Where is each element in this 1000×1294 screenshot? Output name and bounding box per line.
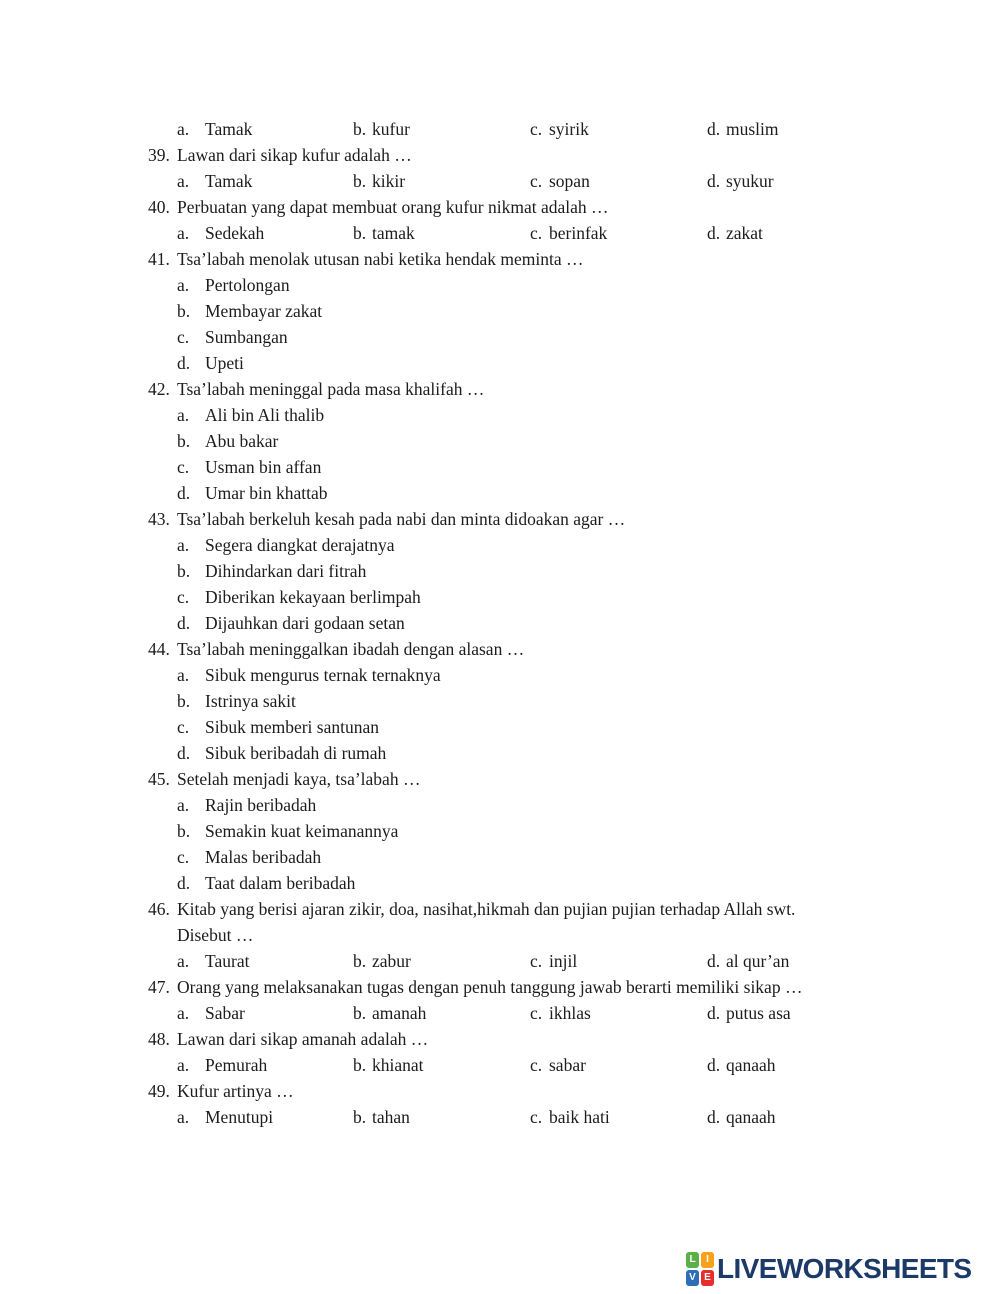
question-number: 41. — [148, 249, 170, 269]
option-text: Pemurah — [205, 1055, 268, 1075]
option-text: Semakin kuat keimanannya — [205, 821, 399, 841]
option-letter: a. — [177, 1055, 190, 1075]
option-letter: b. — [353, 223, 367, 243]
question-number: 42. — [148, 379, 170, 399]
question-line — [148, 246, 893, 272]
liveworksheets-brand-text: LIVEWORKSHEETS — [717, 1253, 972, 1284]
logo-tile-v-icon: V — [686, 1270, 699, 1286]
question-number — [148, 922, 177, 948]
option-line-a — [148, 792, 893, 818]
option-text: Dihindarkan dari fitrah — [205, 561, 367, 581]
option-letter: d. — [177, 353, 191, 373]
option-line-c — [148, 714, 893, 740]
option-line-d — [148, 480, 893, 506]
option-c — [530, 116, 707, 142]
option-letter: c. — [177, 327, 190, 347]
option-line-b — [148, 428, 893, 454]
option-d — [707, 168, 893, 194]
option-text: Malas beribadah — [205, 847, 322, 867]
option-letter: b. — [177, 301, 191, 321]
option-text: Tamak — [205, 171, 253, 191]
option-line-d — [148, 610, 893, 636]
option-d — [707, 948, 893, 974]
question-line — [148, 142, 893, 168]
option-letter: a. — [177, 951, 190, 971]
option-text: Membayar zakat — [205, 301, 323, 321]
option-b — [353, 1000, 530, 1026]
option-text: al qur’an — [726, 951, 790, 971]
question-line — [148, 1078, 893, 1104]
option-text: Menutupi — [205, 1107, 274, 1127]
question-number: 47. — [148, 977, 170, 997]
option-text: kufur — [372, 119, 410, 139]
option-line-a — [148, 402, 893, 428]
option-letter: c. — [177, 587, 190, 607]
option-c — [530, 948, 707, 974]
option-line-a — [148, 532, 893, 558]
option-d — [707, 1104, 893, 1130]
option-text: syukur — [726, 171, 774, 191]
option-text: putus asa — [726, 1003, 791, 1023]
option-text: ikhlas — [549, 1003, 591, 1023]
option-line-b — [148, 298, 893, 324]
question-text: Disebut … — [177, 925, 254, 945]
option-c — [530, 168, 707, 194]
option-a — [177, 948, 353, 974]
option-letter: a. — [177, 795, 190, 815]
options-row — [148, 1052, 893, 1078]
option-text: tahan — [372, 1107, 410, 1127]
option-letter: c. — [177, 457, 190, 477]
option-line-d — [148, 870, 893, 896]
option-letter: a. — [177, 1107, 190, 1127]
option-letter: b. — [353, 1003, 367, 1023]
option-text: khianat — [372, 1055, 424, 1075]
option-letter: a. — [177, 405, 190, 425]
option-text: Dijauhkan dari godaan setan — [205, 613, 405, 633]
option-text: kikir — [372, 171, 406, 191]
option-text: berinfak — [549, 223, 608, 243]
option-letter: b. — [353, 1055, 367, 1075]
option-text: Rajin beribadah — [205, 795, 317, 815]
questions — [148, 116, 893, 1130]
option-text: amanah — [372, 1003, 427, 1023]
option-b — [353, 168, 530, 194]
option-line-c — [148, 584, 893, 610]
option-a — [177, 1000, 353, 1026]
option-letter: a. — [177, 665, 190, 685]
option-text: qanaah — [726, 1107, 776, 1127]
option-text: Taat dalam beribadah — [205, 873, 356, 893]
question-line-continued — [148, 922, 893, 948]
option-text: Diberikan kekayaan berlimpah — [205, 587, 421, 607]
options-row — [148, 1104, 893, 1130]
option-text: zakat — [726, 223, 763, 243]
option-letter: c. — [530, 1003, 543, 1023]
option-letter: d. — [707, 223, 721, 243]
option-text: Umar bin khattab — [205, 483, 328, 503]
option-text: Abu bakar — [205, 431, 279, 451]
option-letter: d. — [707, 1003, 721, 1023]
option-c — [530, 1000, 707, 1026]
question-text: Perbuatan yang dapat membuat orang kufur nikmat adalah … — [177, 197, 609, 217]
question-line — [148, 506, 893, 532]
question-text: Lawan dari sikap kufur adalah … — [177, 145, 412, 165]
option-letter: c. — [530, 1107, 543, 1127]
option-a — [177, 116, 353, 142]
option-text: sopan — [549, 171, 590, 191]
option-line-b — [148, 688, 893, 714]
option-text: Ali bin Ali thalib — [205, 405, 325, 425]
option-text: Pertolongan — [205, 275, 290, 295]
option-c — [530, 220, 707, 246]
option-text: Sibuk memberi santunan — [205, 717, 380, 737]
option-letter: b. — [353, 119, 367, 139]
option-a — [177, 220, 353, 246]
options-row — [148, 1000, 893, 1026]
question-line — [148, 1026, 893, 1052]
option-letter: d. — [707, 1055, 721, 1075]
question-text: Tsa’labah meninggal pada masa khalifah … — [177, 379, 485, 399]
option-text: Tamak — [205, 119, 253, 139]
option-letter: c. — [530, 119, 543, 139]
option-letter: b. — [177, 431, 191, 451]
option-text: Sibuk beribadah di rumah — [205, 743, 387, 763]
logo-tile-i-icon: I — [701, 1252, 714, 1268]
question-line — [148, 194, 893, 220]
question-number: 45. — [148, 769, 170, 789]
option-letter: a. — [177, 119, 190, 139]
option-b — [353, 116, 530, 142]
option-b — [353, 948, 530, 974]
logo-tile-e-icon: E — [701, 1270, 714, 1286]
option-letter: c. — [177, 717, 190, 737]
option-text: Usman bin affan — [205, 457, 322, 477]
question-text: Setelah menjadi kaya, tsa’labah … — [177, 769, 421, 789]
option-d — [707, 116, 893, 142]
option-text: Sibuk mengurus ternak ternaknya — [205, 665, 441, 685]
question-number: 44. — [148, 639, 170, 659]
option-letter: a. — [177, 275, 190, 295]
question-number: 40. — [148, 197, 170, 217]
question-text: Tsa’labah menolak utusan nabi ketika hendak meminta … — [177, 249, 584, 269]
option-line-d — [148, 740, 893, 766]
option-letter: d. — [707, 1107, 721, 1127]
question-text: Tsa’labah berkeluh kesah pada nabi dan minta didoakan agar … — [177, 509, 626, 529]
option-letter: d. — [177, 613, 191, 633]
option-c — [530, 1104, 707, 1130]
option-letter: d. — [177, 743, 191, 763]
option-b — [353, 1052, 530, 1078]
option-line-c — [148, 454, 893, 480]
option-line-b — [148, 818, 893, 844]
logo-tile-l-icon: L — [686, 1252, 699, 1268]
option-text: injil — [549, 951, 578, 971]
option-text: Istrinya sakit — [205, 691, 296, 711]
options-row — [148, 220, 893, 246]
options-row — [148, 948, 893, 974]
option-text: tamak — [372, 223, 415, 243]
option-line-a — [148, 662, 893, 688]
option-letter: d. — [707, 171, 721, 191]
option-d — [707, 1000, 893, 1026]
option-letter: c. — [530, 1055, 543, 1075]
option-text: Sedekah — [205, 223, 265, 243]
question-text: Kufur artinya … — [177, 1081, 294, 1101]
option-letter: d. — [177, 873, 191, 893]
option-letter: a. — [177, 171, 190, 191]
option-letter: d. — [707, 119, 721, 139]
option-a — [177, 168, 353, 194]
liveworksheets-logo-icon — [686, 1252, 714, 1286]
question-number: 46. — [148, 899, 170, 919]
option-line-b — [148, 558, 893, 584]
options-row — [148, 168, 893, 194]
option-text: baik hati — [549, 1107, 610, 1127]
option-line-c — [148, 844, 893, 870]
option-text: qanaah — [726, 1055, 776, 1075]
option-text: Sabar — [205, 1003, 245, 1023]
option-text: Upeti — [205, 353, 244, 373]
option-letter: b. — [353, 951, 367, 971]
option-letter: c. — [177, 847, 190, 867]
option-letter: b. — [177, 561, 191, 581]
option-letter: b. — [177, 691, 191, 711]
question-text: Lawan dari sikap amanah adalah … — [177, 1029, 429, 1049]
option-letter: d. — [177, 483, 191, 503]
option-letter: b. — [353, 1107, 367, 1127]
option-letter: a. — [177, 535, 190, 555]
option-letter: c. — [530, 223, 543, 243]
question-line — [148, 974, 893, 1000]
option-a — [177, 1104, 353, 1130]
option-b — [353, 220, 530, 246]
option-text: zabur — [372, 951, 411, 971]
option-text: Sumbangan — [205, 327, 288, 347]
option-text: syirik — [549, 119, 589, 139]
liveworksheets-logo[interactable] — [686, 1252, 972, 1286]
question-text: Orang yang melaksanakan tugas dengan penuh tanggung jawab berarti memiliki sikap … — [177, 977, 803, 997]
option-d — [707, 220, 893, 246]
question-line — [148, 636, 893, 662]
option-letter: c. — [530, 951, 543, 971]
option-letter: b. — [353, 171, 367, 191]
option-letter: a. — [177, 1003, 190, 1023]
option-text: sabar — [549, 1055, 586, 1075]
question-number: 48. — [148, 1029, 170, 1049]
option-line-a — [148, 272, 893, 298]
options-row — [148, 116, 893, 142]
option-c — [530, 1052, 707, 1078]
option-b — [353, 1104, 530, 1130]
option-text: Segera diangkat derajatnya — [205, 535, 395, 555]
question-line — [148, 376, 893, 402]
option-letter: c. — [530, 171, 543, 191]
question-line — [148, 896, 893, 922]
question-number: 39. — [148, 145, 170, 165]
option-letter: a. — [177, 223, 190, 243]
option-line-d — [148, 350, 893, 376]
option-letter: d. — [707, 951, 721, 971]
option-text: Taurat — [205, 951, 250, 971]
question-line — [148, 766, 893, 792]
question-number: 43. — [148, 509, 170, 529]
option-text: muslim — [726, 119, 779, 139]
option-a — [177, 1052, 353, 1078]
option-letter: b. — [177, 821, 191, 841]
question-text: Kitab yang berisi ajaran zikir, doa, nasihat,hikmah dan pujian pujian terhadap Allah swt. — [177, 899, 796, 919]
question-number: 49. — [148, 1081, 170, 1101]
option-line-c — [148, 324, 893, 350]
option-d — [707, 1052, 893, 1078]
question-text: Tsa’labah meninggalkan ibadah dengan alasan … — [177, 639, 525, 659]
